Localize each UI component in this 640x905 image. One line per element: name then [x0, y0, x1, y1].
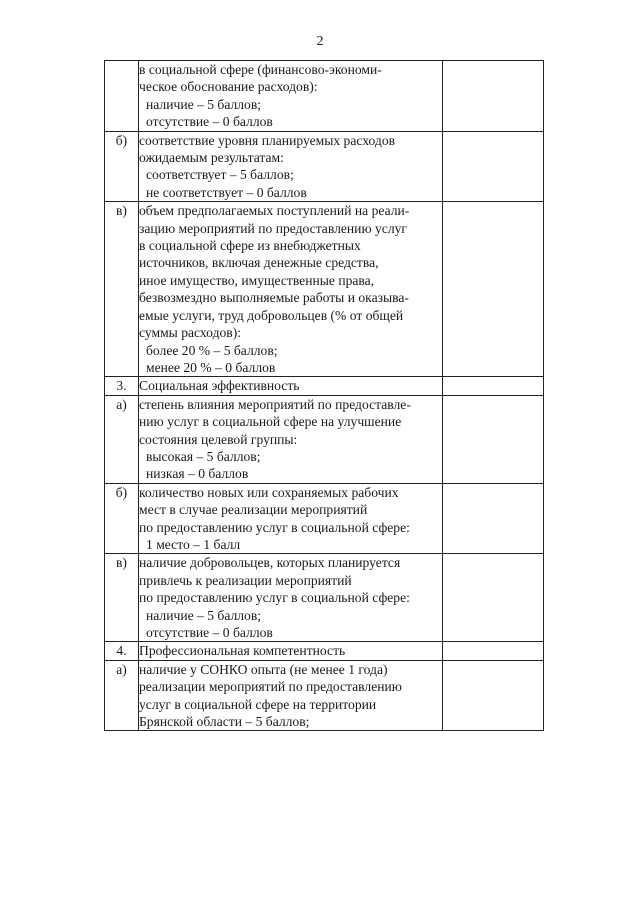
criterion-line: по предоставлению услуг в социальной сфере: [139, 519, 410, 535]
criterion-cell [139, 61, 443, 132]
score-cell [443, 377, 544, 395]
criterion-line: степень влияния мероприятий по предоставле- [139, 396, 411, 412]
criterion-line: наличие – 5 баллов; [146, 607, 262, 623]
criterion-line: услуг в социальной сфере на территории [139, 696, 377, 712]
table-row [105, 642, 544, 660]
criterion-cell [139, 377, 443, 395]
score-cell [443, 642, 544, 660]
criterion-line: мест в случае реализации мероприятий [139, 502, 368, 518]
criterion-line: реализации мероприятий по предоставлению [139, 679, 402, 695]
table-row [105, 131, 544, 202]
criterion-cell [139, 660, 443, 731]
score-cell [443, 660, 544, 731]
criterion-line: суммы расходов): [139, 325, 242, 341]
criterion-line: источников, включая денежные средства, [139, 255, 379, 271]
criteria-table [104, 60, 544, 731]
criterion-line: емые услуги, труд добровольцев (% от общей [139, 307, 404, 323]
criterion-cell [139, 642, 443, 660]
score-cell [443, 202, 544, 377]
criterion-line: объем предполагаемых поступлений на реали- [139, 203, 410, 219]
criterion-line: менее 20 % – 0 баллов [146, 359, 276, 375]
row-number: в) [105, 554, 139, 642]
criterion-line: низкая – 0 баллов [146, 466, 249, 482]
criterion-line: наличие добровольцев, которых планируется [139, 555, 401, 571]
criterion-line: высокая – 5 баллов; [146, 448, 261, 464]
criterion-line: отсутствие – 0 баллов [146, 114, 273, 130]
criterion-line: не соответствует – 0 баллов [146, 184, 307, 200]
row-number: а) [105, 660, 139, 731]
criterion-line: Брянской области – 5 баллов; [139, 714, 310, 730]
criterion-line: безвозмездно выполняемые работы и оказыва- [139, 290, 409, 306]
row-number: а) [105, 395, 139, 483]
row-number: в) [105, 202, 139, 377]
criterion-line: по предоставлению услуг в социальной сфере: [139, 590, 410, 606]
table-row [105, 377, 544, 395]
criterion-line: наличие у СОНКО опыта (не менее 1 года) [139, 661, 388, 677]
row-number: б) [105, 483, 139, 554]
criterion-line: привлечь к реализации мероприятий [139, 572, 352, 588]
criterion-line: в социальной сфере из внебюджетных [139, 238, 361, 254]
criterion-cell [139, 131, 443, 202]
row-number: б) [105, 131, 139, 202]
table-row [105, 202, 544, 377]
criterion-line: соответствует – 5 баллов; [146, 167, 294, 183]
page-number: 2 [316, 34, 324, 49]
table-row [105, 554, 544, 642]
row-number [105, 61, 139, 132]
criterion-line: иное имущество, имущественные права, [139, 272, 375, 288]
criterion-line: Профессиональная компетентность [139, 643, 346, 659]
criterion-cell [139, 202, 443, 377]
criterion-line: ческое обоснование расходов): [139, 79, 318, 95]
score-cell [443, 131, 544, 202]
criterion-line: 1 место – 1 балл [146, 536, 241, 552]
criterion-line: в социальной сфере (финансово-экономи- [139, 62, 382, 77]
criterion-line: более 20 % – 5 баллов; [146, 342, 278, 358]
table-row [105, 660, 544, 731]
score-cell [443, 483, 544, 554]
criterion-line: зацию мероприятий по предоставлению услуг [139, 220, 407, 236]
criterion-line: отсутствие – 0 баллов [146, 625, 273, 640]
criterion-line: состояния целевой группы: [139, 431, 298, 447]
score-cell [443, 554, 544, 642]
criterion-cell [139, 483, 443, 554]
row-number: 4. [105, 642, 139, 660]
criterion-cell [139, 554, 443, 642]
criterion-line: количество новых или сохраняемых рабочих [139, 484, 399, 500]
criterion-line: соответствие уровня планируемых расходов [139, 132, 396, 148]
criterion-cell [139, 395, 443, 483]
table-row [105, 61, 544, 132]
criterion-line: Социальная эффективность [139, 378, 300, 394]
criterion-line: ожидаемым результатам: [139, 150, 284, 166]
criterion-line: наличие – 5 баллов; [146, 96, 262, 112]
criterion-line: нию услуг в социальной сфере на улучшение [139, 414, 402, 430]
table-row [105, 483, 544, 554]
score-cell [443, 61, 544, 132]
score-cell [443, 395, 544, 483]
row-number: 3. [105, 377, 139, 395]
table-row [105, 395, 544, 483]
